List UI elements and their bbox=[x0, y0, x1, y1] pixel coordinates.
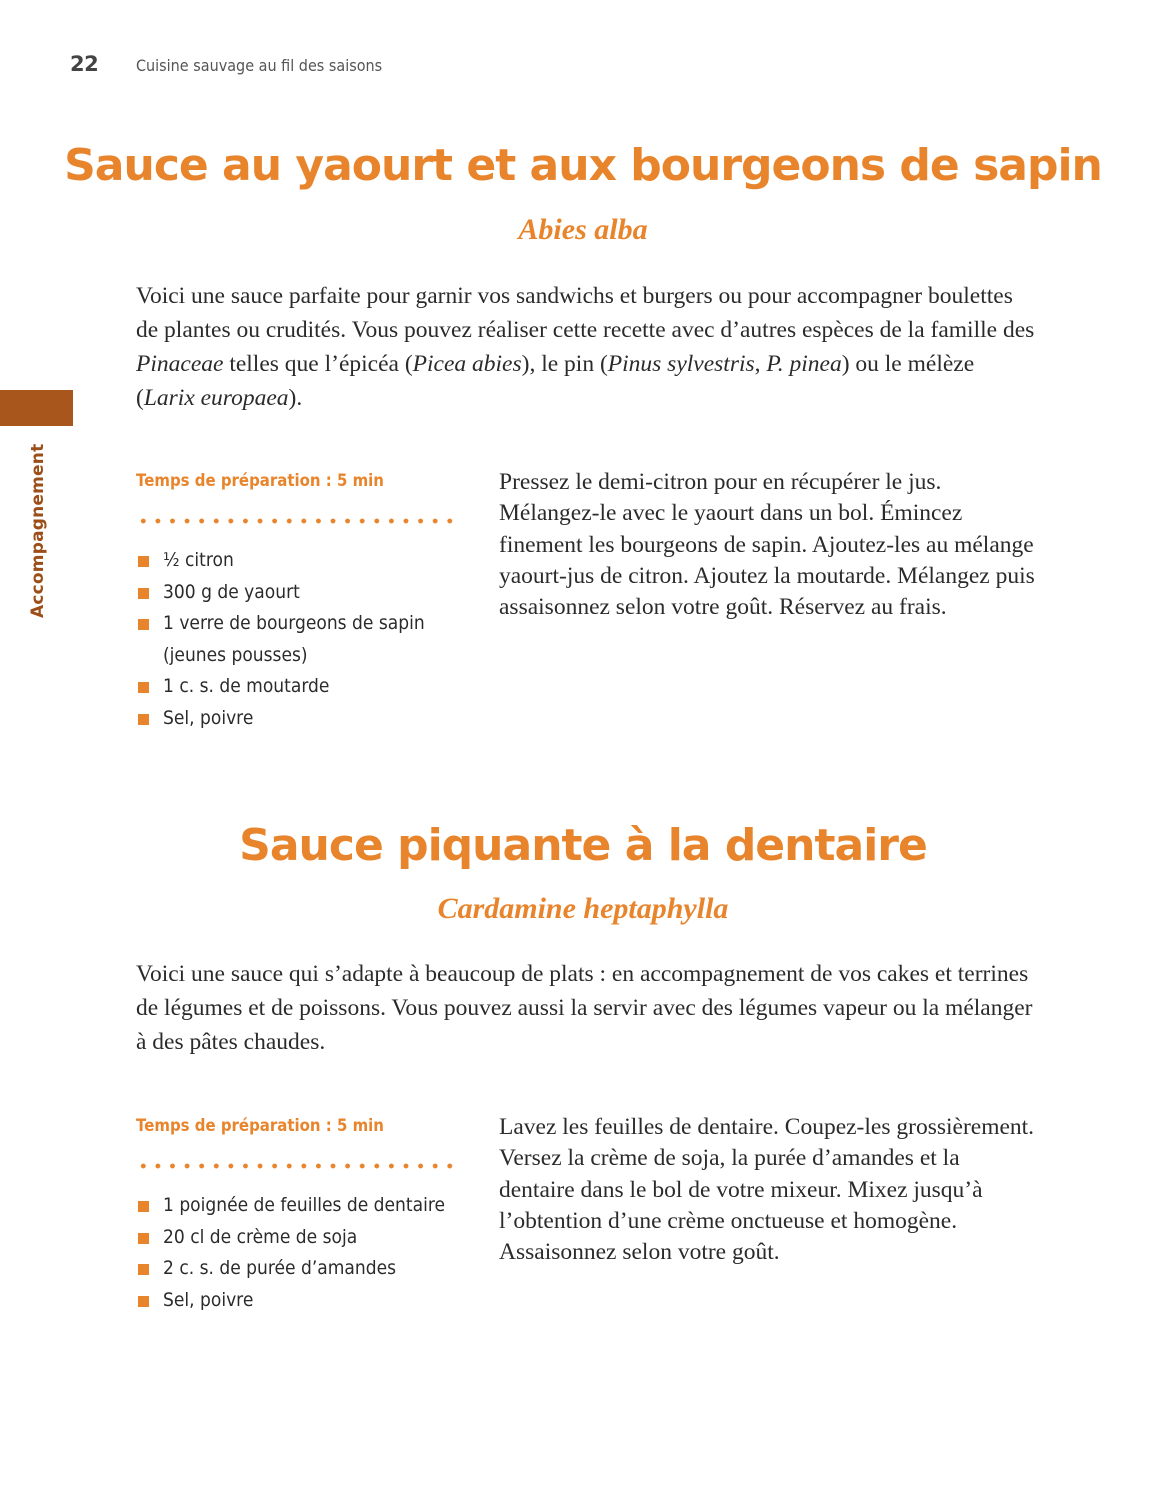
intro-italic: Larix europaea bbox=[143, 385, 289, 411]
ingredient-list bbox=[136, 545, 466, 734]
square-bullet-icon bbox=[138, 1264, 149, 1275]
page-header bbox=[70, 52, 410, 92]
list-item: Sel, poivre bbox=[136, 1285, 466, 1317]
intro-text: , bbox=[754, 351, 767, 377]
list-item: 1 verre de bourgeons de sapin bbox=[136, 608, 466, 640]
intro-text: ) ou le mélèze ( bbox=[136, 351, 975, 411]
intro-text: Voici une sauce qui s’adapte à beaucoup de plats : en accompagnement de vos cakes et terrines de légumes et de poissons. Vous pouvez aussi la servir avec des légumes vapeur ou la mélanger à des pâtes chaudes. bbox=[136, 961, 1033, 1055]
intro-italic: Pinus sylvestris bbox=[607, 351, 755, 377]
list-item: 1 c. s. de moutarde bbox=[136, 671, 466, 703]
recipe-latin-name: Abies alba bbox=[518, 213, 648, 246]
prep-time: Temps de préparation : 5 min bbox=[136, 471, 384, 491]
recipe-intro bbox=[136, 957, 1036, 1059]
intro-text: Voici une sauce parfaite pour garnir vos sandwichs et burgers ou pour accompagner boulettes de plantes ou crudités. Vous pouvez réaliser cette recette avec d’autres espèces de la famille des bbox=[136, 283, 1035, 343]
intro-italic: Pinaceae bbox=[136, 351, 224, 377]
recipe-title: Sauce piquante à la dentaire bbox=[239, 820, 927, 871]
intro-text: telles que l’épicéa ( bbox=[223, 351, 413, 377]
square-bullet-icon bbox=[138, 1296, 149, 1307]
intro-text: ), le pin ( bbox=[521, 351, 608, 377]
square-bullet-icon bbox=[138, 1201, 149, 1212]
square-bullet-icon bbox=[138, 588, 149, 599]
recipe-intro bbox=[136, 279, 1036, 415]
intro-text: ). bbox=[288, 385, 303, 411]
square-bullet-icon bbox=[138, 1233, 149, 1244]
list-item-continuation: (jeunes pousses) bbox=[163, 643, 308, 666]
recipe-steps: Pressez le demi-citron pour en récupérer le jus. Mélangez-le avec le yaourt dans un bol. Émincez finement les bourgeons de sapin. Ajoutez-les au mélange yaourt-jus de citron. Ajoutez la moutarde. Mélangez puis assaisonnez selon votre goût. Réservez au frais. bbox=[499, 469, 1035, 621]
square-bullet-icon bbox=[138, 714, 149, 725]
square-bullet-icon bbox=[138, 682, 149, 693]
section-tab-marker bbox=[0, 390, 73, 426]
list-item: 2 c. s. de purée d’amandes bbox=[136, 1253, 466, 1285]
ingredient-list bbox=[136, 1190, 466, 1316]
dotted-divider bbox=[136, 518, 458, 524]
recipe-latin-name: Cardamine heptaphylla bbox=[437, 892, 729, 925]
list-item: ½ citron bbox=[136, 545, 466, 577]
page-number: 22 bbox=[70, 52, 99, 76]
recipe-steps: Lavez les feuilles de dentaire. Coupez-les grossièrement. Versez la crème de soja, la purée d’amandes et la dentaire dans le bol de votre mixeur. Mixez jusqu’à l’obtention d’une crème onctueuse et homogène. Assaisonnez selon votre goût. bbox=[499, 1114, 1035, 1266]
list-item: Sel, poivre bbox=[136, 703, 466, 735]
dotted-divider bbox=[136, 1163, 458, 1169]
square-bullet-icon bbox=[138, 556, 149, 567]
list-item: 300 g de yaourt bbox=[136, 577, 466, 609]
prep-time: Temps de préparation : 5 min bbox=[136, 1116, 384, 1136]
intro-italic: P. pinea bbox=[766, 351, 842, 377]
section-label: Accompagnement bbox=[28, 443, 48, 618]
list-item: 1 poignée de feuilles de dentaire bbox=[136, 1190, 466, 1222]
running-title: Cuisine sauvage au fil des saisons bbox=[136, 56, 383, 75]
square-bullet-icon bbox=[138, 619, 149, 630]
list-item: 20 cl de crème de soja bbox=[136, 1222, 466, 1254]
recipe-title: Sauce au yaourt et aux bourgeons de sapin bbox=[64, 140, 1102, 191]
intro-italic: Picea abies bbox=[412, 351, 522, 377]
